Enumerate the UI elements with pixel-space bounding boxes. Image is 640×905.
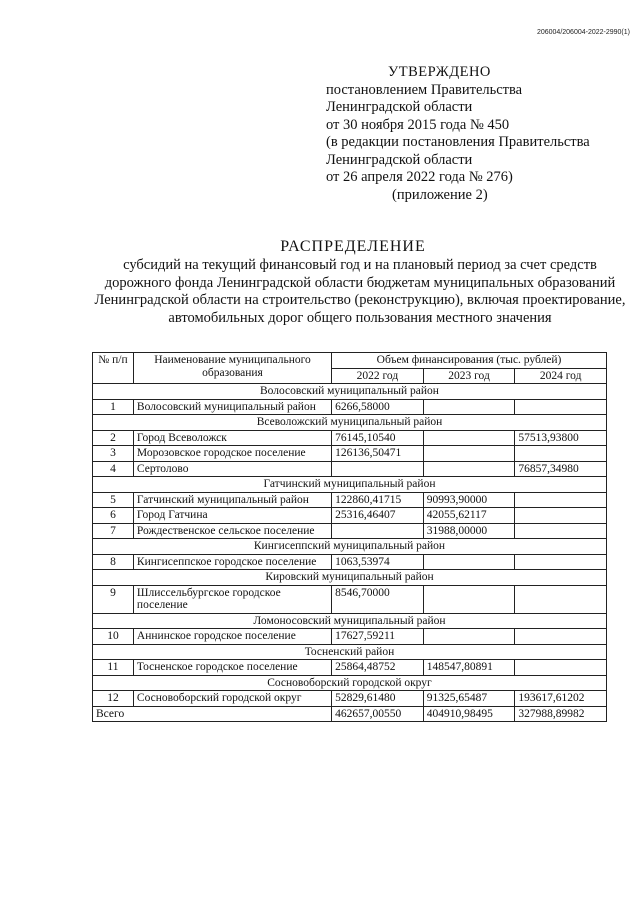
row-number: 10 bbox=[93, 629, 134, 645]
municipality-name: Сертолово bbox=[133, 461, 331, 477]
municipality-name: Гатчинский муниципальный район bbox=[133, 492, 331, 508]
row-number: 4 bbox=[93, 461, 134, 477]
header-volume: Объем финансирования (тыс. рублей) bbox=[332, 353, 607, 369]
value-2023 bbox=[423, 399, 515, 415]
value-2024 bbox=[515, 492, 607, 508]
value-2022: 1063,53974 bbox=[332, 554, 424, 570]
document-subtitle: субсидий на текущий финансовый год и на плановый период за счет средств дорожного фонда Ленинградской области бюджетам муниципальных образований Ленинградской области на строительство (реконструкцию), включая проектирование, автомобильных дорог общего пользования местного значения bbox=[94, 257, 626, 326]
municipality-name: Морозовское городское поселение bbox=[133, 446, 331, 462]
value-2023: 31988,00000 bbox=[423, 523, 515, 539]
district-header: Ломоносовский муниципальный район bbox=[93, 613, 607, 629]
value-2024 bbox=[515, 508, 607, 524]
district-header: Гатчинский муниципальный район bbox=[93, 477, 607, 493]
row-number: 12 bbox=[93, 691, 134, 707]
value-2022: 17627,59211 bbox=[332, 629, 424, 645]
row-number: 7 bbox=[93, 523, 134, 539]
table-row bbox=[93, 461, 607, 477]
row-number: 5 bbox=[93, 492, 134, 508]
district-header: Сосновоборский городской округ bbox=[93, 675, 607, 691]
municipality-name: Шлиссельбургское городское поселение bbox=[133, 585, 331, 613]
municipality-name: Рождественское сельское поселение bbox=[133, 523, 331, 539]
approval-line: от 26 апреля 2022 года № 276) bbox=[326, 169, 513, 185]
table-row bbox=[93, 508, 607, 524]
value-2022 bbox=[332, 523, 424, 539]
municipality-name: Волосовский муниципальный район bbox=[133, 399, 331, 415]
table-row bbox=[93, 629, 607, 645]
value-2023: 91325,65487 bbox=[423, 691, 515, 707]
approval-line: Ленинградской области bbox=[326, 99, 473, 115]
header-num: № п/п bbox=[93, 353, 134, 384]
municipality-name: Аннинское городское поселение bbox=[133, 629, 331, 645]
document-id: 206004/206004-2022-2990(1) bbox=[536, 29, 630, 36]
total-2024: 327988,89982 bbox=[515, 706, 607, 722]
table-row bbox=[93, 660, 607, 676]
value-2024: 57513,93800 bbox=[515, 430, 607, 446]
value-2023 bbox=[423, 629, 515, 645]
header-name: Наименование муниципального образования bbox=[133, 353, 331, 384]
value-2023: 148547,80891 bbox=[423, 660, 515, 676]
value-2024 bbox=[515, 399, 607, 415]
district-header: Всеволожский муниципальный район bbox=[93, 415, 607, 431]
value-2022: 52829,61480 bbox=[332, 691, 424, 707]
table-row bbox=[93, 554, 607, 570]
municipality-name: Город Гатчина bbox=[133, 508, 331, 524]
row-number: 11 bbox=[93, 660, 134, 676]
appendix-note: (приложение 2) bbox=[392, 186, 488, 203]
row-number: 6 bbox=[93, 508, 134, 524]
value-2022: 76145,10540 bbox=[332, 430, 424, 446]
value-2024 bbox=[515, 660, 607, 676]
approval-line: (в редакции постановления Правительства bbox=[326, 134, 590, 150]
row-number: 9 bbox=[93, 585, 134, 613]
value-2023: 90993,90000 bbox=[423, 492, 515, 508]
district-header: Кингисеппский муниципальный район bbox=[93, 539, 607, 555]
approval-header: УТВЕРЖДЕНО bbox=[388, 64, 491, 80]
district-header: Тосненский район bbox=[93, 644, 607, 660]
row-number: 2 bbox=[93, 430, 134, 446]
value-2024 bbox=[515, 523, 607, 539]
municipality-name: Кингисеппское городское поселение bbox=[133, 554, 331, 570]
table-row bbox=[93, 523, 607, 539]
value-2022: 25864,48752 bbox=[332, 660, 424, 676]
municipality-name: Тосненское городское поселение bbox=[133, 660, 331, 676]
district-header: Кировский муниципальный район bbox=[93, 570, 607, 586]
approval-line: от 30 ноября 2015 года № 450 bbox=[326, 116, 510, 133]
municipality-name: Город Всеволожск bbox=[133, 430, 331, 446]
table-row bbox=[93, 430, 607, 446]
municipality-name: Сосновоборский городской округ bbox=[133, 691, 331, 707]
value-2023 bbox=[423, 461, 515, 477]
value-2023 bbox=[423, 430, 515, 446]
value-2022: 25316,46407 bbox=[332, 508, 424, 524]
row-number: 3 bbox=[93, 446, 134, 462]
total-2022: 462657,00550 bbox=[332, 706, 424, 722]
table-row bbox=[93, 585, 607, 613]
value-2022: 126136,50471 bbox=[332, 446, 424, 462]
table-row bbox=[93, 399, 607, 415]
value-2024 bbox=[515, 554, 607, 570]
value-2024 bbox=[515, 446, 607, 462]
document-title: РАСПРЕДЕЛЕНИЕ bbox=[280, 238, 426, 255]
header-2023: 2023 год bbox=[423, 368, 515, 384]
header-2024: 2024 год bbox=[515, 368, 607, 384]
value-2022 bbox=[332, 461, 424, 477]
value-2023 bbox=[423, 554, 515, 570]
value-2024: 193617,61202 bbox=[515, 691, 607, 707]
total-2023: 404910,98495 bbox=[423, 706, 515, 722]
value-2022: 122860,41715 bbox=[332, 492, 424, 508]
funding-table bbox=[92, 352, 607, 722]
table-row bbox=[93, 492, 607, 508]
approval-line: постановлением Правительства bbox=[326, 81, 523, 98]
value-2024 bbox=[515, 585, 607, 613]
total-label: Всего bbox=[93, 706, 332, 722]
row-number: 1 bbox=[93, 399, 134, 415]
value-2023 bbox=[423, 446, 515, 462]
value-2023: 42055,62117 bbox=[423, 508, 515, 524]
table-row bbox=[93, 446, 607, 462]
total-row bbox=[93, 706, 607, 722]
approval-line: Ленинградской области bbox=[326, 151, 473, 168]
table-row bbox=[93, 691, 607, 707]
district-header: Волосовский муниципальный район bbox=[93, 384, 607, 400]
value-2024: 76857,34980 bbox=[515, 461, 607, 477]
value-2024 bbox=[515, 629, 607, 645]
row-number: 8 bbox=[93, 554, 134, 570]
value-2022: 6266,58000 bbox=[332, 399, 424, 415]
header-2022: 2022 год bbox=[332, 368, 424, 384]
value-2023 bbox=[423, 585, 515, 613]
value-2022: 8546,70000 bbox=[332, 585, 424, 613]
table-body bbox=[93, 384, 607, 722]
approval-block bbox=[326, 64, 626, 204]
